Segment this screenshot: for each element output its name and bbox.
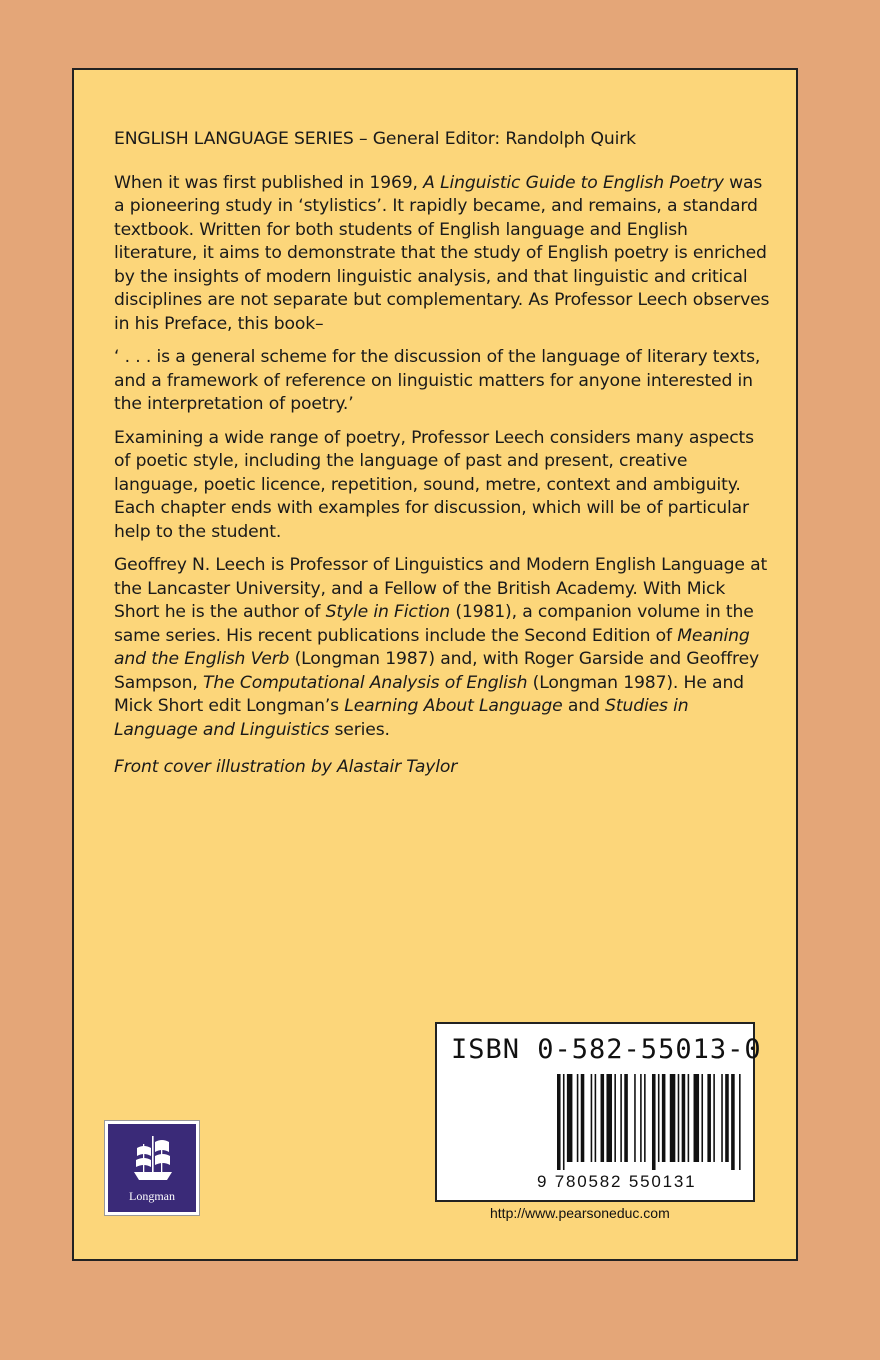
barcode-bar — [557, 1074, 561, 1170]
barcode-bar — [658, 1074, 660, 1162]
ship-icon — [132, 1134, 174, 1184]
logo-text: Longman — [129, 1189, 175, 1203]
paragraph-scope: Examining a wide range of poetry, Professor Leech considers many aspects of poetic style, including the language of past and present, creative language, poetic licence, repetition, sound, metre, context and ambiguity. Each chapter ends with examples for discussion, which will be of particular help to the student. — [114, 427, 754, 542]
barcode-bar — [662, 1074, 666, 1162]
barcode-bar — [713, 1074, 715, 1162]
back-cover — [72, 68, 798, 1261]
barcode-bar — [567, 1074, 573, 1162]
cover-text — [114, 128, 774, 797]
barcode-bar — [640, 1074, 642, 1162]
paragraph-intro: When it was first published in 1969, A Linguistic Guide to English Poetry was a pioneering study in ‘stylistics’. It rapidly became, and remains, a standard textbook. Written for both students of English language and English literature, it aims to demonstrate that the study of English poetry is enriched by the insights of modern linguistic analysis, and that linguistic and critical disciplines are not separate but complementary. As Professor Leech observes in his Preface, this book– — [114, 172, 770, 334]
barcode-bar — [563, 1074, 565, 1170]
barcode-bar — [682, 1074, 686, 1162]
barcode-bar — [577, 1074, 579, 1162]
publisher-url: http://www.pearsoneduc.com — [490, 1205, 670, 1221]
series-line: ENGLISH LANGUAGE SERIES – General Editor: Randolph Quirk — [114, 129, 636, 149]
barcode-bar — [581, 1074, 585, 1162]
barcode-bar — [601, 1074, 605, 1162]
barcode-bar — [721, 1074, 723, 1162]
barcode-bar — [678, 1074, 680, 1162]
illustration-credit: Front cover illustration by Alastair Taylor — [114, 757, 458, 777]
isbn-box — [435, 1022, 762, 1202]
barcode-bar — [670, 1074, 676, 1162]
barcode-bar — [591, 1074, 593, 1162]
barcode-bar — [701, 1074, 703, 1162]
barcode-bar — [725, 1074, 729, 1162]
barcode-bar — [644, 1074, 646, 1162]
barcode — [557, 1074, 743, 1170]
paragraph-quote: ‘ . . . is a general scheme for the discussion of the language of literary texts, and a framework of reference on linguistic matters for anyone interested in the interpretation of poetry.’ — [114, 347, 761, 414]
barcode-bar — [739, 1074, 741, 1170]
barcode-bar — [634, 1074, 636, 1162]
barcode-bar — [620, 1074, 622, 1162]
barcode-bar — [652, 1074, 656, 1170]
barcode-bar — [595, 1074, 597, 1162]
barcode-bar — [694, 1074, 700, 1162]
barcode-bar — [606, 1074, 612, 1162]
barcode-bar — [614, 1074, 616, 1162]
book-title: A Linguistic Guide to English Poetry — [423, 172, 724, 193]
longman-logo — [104, 1120, 200, 1216]
barcode-bar — [688, 1074, 690, 1162]
ean-digits: 9 780582 550131 — [537, 1172, 697, 1191]
barcode-bar — [707, 1074, 711, 1162]
paragraph-author: Geoffrey N. Leech is Professor of Linguistics and Modern English Language at the Lancaster University, and a Fellow of the British Academy. With Mick Short he is the author of Style in Fiction (1981), a companion volume in the same series. His recent publications include the Second Edition of Meaning and the English Verb (Longman 1987) and, with Roger Garside and Geoffrey Sampson, The Computational Analysis of English (Longman 1987). He and Mick Short edit Longman’s Learning About Language and Studies in Language and Linguistics series. — [114, 555, 768, 740]
barcode-bar — [731, 1074, 735, 1170]
isbn-label: ISBN 0-582-55013-0 — [451, 1034, 762, 1065]
barcode-bar — [624, 1074, 628, 1162]
